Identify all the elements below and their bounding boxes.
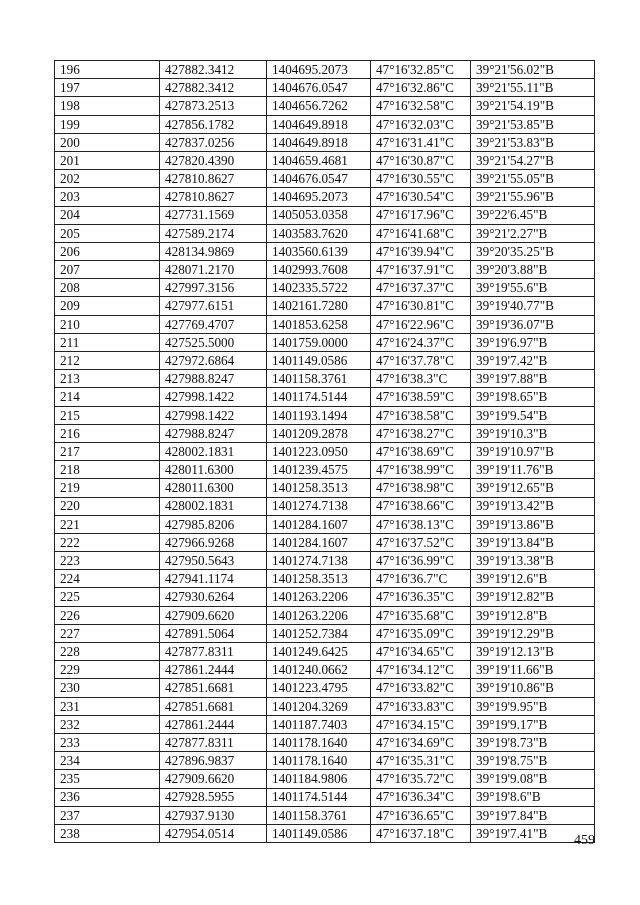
latitude-cell: 47°16'35.72"С xyxy=(371,770,471,788)
table-row xyxy=(55,261,595,279)
point-number-cell: 210 xyxy=(55,315,160,333)
table-row xyxy=(55,224,595,242)
longitude-cell: 39°19'13.86"В xyxy=(471,515,595,533)
point-number-cell: 228 xyxy=(55,643,160,661)
point-number-cell: 216 xyxy=(55,424,160,442)
latitude-cell: 47°16'30.55"С xyxy=(371,170,471,188)
table-row xyxy=(55,533,595,551)
x-coordinate-cell: 427882.3412 xyxy=(160,79,267,97)
table-row xyxy=(55,370,595,388)
x-coordinate-cell: 428134.9869 xyxy=(160,242,267,260)
latitude-cell: 47°16'38.66"С xyxy=(371,497,471,515)
latitude-cell: 47°16'34.65"С xyxy=(371,643,471,661)
longitude-cell: 39°19'12.6"В xyxy=(471,570,595,588)
latitude-cell: 47°16'35.31"С xyxy=(371,752,471,770)
page-number: 459 xyxy=(574,833,595,848)
y-coordinate-cell: 1401178.1640 xyxy=(267,752,371,770)
longitude-cell: 39°19'11.66"В xyxy=(471,661,595,679)
point-number-cell: 229 xyxy=(55,661,160,679)
longitude-cell: 39°19'11.76"В xyxy=(471,461,595,479)
table-row xyxy=(55,461,595,479)
point-number-cell: 200 xyxy=(55,133,160,151)
longitude-cell: 39°21'53.83"В xyxy=(471,133,595,151)
y-coordinate-cell: 1401274.7138 xyxy=(267,497,371,515)
x-coordinate-cell: 427941.1174 xyxy=(160,570,267,588)
y-coordinate-cell: 1401204.3269 xyxy=(267,697,371,715)
x-coordinate-cell: 427810.8627 xyxy=(160,170,267,188)
x-coordinate-cell: 427997.3156 xyxy=(160,279,267,297)
y-coordinate-cell: 1401258.3513 xyxy=(267,479,371,497)
point-number-cell: 236 xyxy=(55,788,160,806)
point-number-cell: 225 xyxy=(55,588,160,606)
point-number-cell: 230 xyxy=(55,679,160,697)
y-coordinate-cell: 1401284.1607 xyxy=(267,515,371,533)
latitude-cell: 47°16'36.99"С xyxy=(371,552,471,570)
x-coordinate-cell: 427985.8206 xyxy=(160,515,267,533)
table-row xyxy=(55,352,595,370)
table-row xyxy=(55,188,595,206)
table-row xyxy=(55,770,595,788)
table-row xyxy=(55,497,595,515)
y-coordinate-cell: 1404656.7262 xyxy=(267,97,371,115)
longitude-cell: 39°19'7.41"В xyxy=(471,824,595,842)
latitude-cell: 47°16'36.7"С xyxy=(371,570,471,588)
table-row xyxy=(55,61,595,79)
x-coordinate-cell: 427988.8247 xyxy=(160,424,267,442)
y-coordinate-cell: 1404649.8918 xyxy=(267,133,371,151)
y-coordinate-cell: 1404695.2073 xyxy=(267,188,371,206)
y-coordinate-cell: 1403560.6139 xyxy=(267,242,371,260)
point-number-cell: 222 xyxy=(55,533,160,551)
x-coordinate-cell: 428011.6300 xyxy=(160,479,267,497)
table-row xyxy=(55,442,595,460)
table-row xyxy=(55,606,595,624)
latitude-cell: 47°16'38.27"С xyxy=(371,424,471,442)
latitude-cell: 47°16'33.83"С xyxy=(371,697,471,715)
longitude-cell: 39°19'8.65"В xyxy=(471,388,595,406)
y-coordinate-cell: 1401223.4795 xyxy=(267,679,371,697)
table-row xyxy=(55,151,595,169)
longitude-cell: 39°19'8.75"В xyxy=(471,752,595,770)
longitude-cell: 39°21'2.27"В xyxy=(471,224,595,242)
latitude-cell: 47°16'39.94"С xyxy=(371,242,471,260)
x-coordinate-cell: 427891.5064 xyxy=(160,624,267,642)
table-row xyxy=(55,752,595,770)
latitude-cell: 47°16'38.3"С xyxy=(371,370,471,388)
y-coordinate-cell: 1404676.0547 xyxy=(267,79,371,97)
latitude-cell: 47°16'36.35"С xyxy=(371,588,471,606)
longitude-cell: 39°19'12.29"В xyxy=(471,624,595,642)
longitude-cell: 39°19'7.84"В xyxy=(471,806,595,824)
point-number-cell: 203 xyxy=(55,188,160,206)
x-coordinate-cell: 428071.2170 xyxy=(160,261,267,279)
y-coordinate-cell: 1401149.0586 xyxy=(267,352,371,370)
latitude-cell: 47°16'33.82"С xyxy=(371,679,471,697)
y-coordinate-cell: 1401853.6258 xyxy=(267,315,371,333)
y-coordinate-cell: 1401174.5144 xyxy=(267,388,371,406)
y-coordinate-cell: 1401174.5144 xyxy=(267,788,371,806)
longitude-cell: 39°19'10.97"В xyxy=(471,442,595,460)
longitude-cell: 39°19'12.82"В xyxy=(471,588,595,606)
x-coordinate-cell: 427837.0256 xyxy=(160,133,267,151)
x-coordinate-cell: 427873.2513 xyxy=(160,97,267,115)
table-row xyxy=(55,424,595,442)
x-coordinate-cell: 427972.6864 xyxy=(160,352,267,370)
x-coordinate-cell: 427851.6681 xyxy=(160,679,267,697)
latitude-cell: 47°16'22.96"С xyxy=(371,315,471,333)
table-row xyxy=(55,388,595,406)
y-coordinate-cell: 1401223.0950 xyxy=(267,442,371,460)
x-coordinate-cell: 427954.0514 xyxy=(160,824,267,842)
y-coordinate-cell: 1404695.2073 xyxy=(267,61,371,79)
longitude-cell: 39°19'7.42"В xyxy=(471,352,595,370)
latitude-cell: 47°16'34.12"С xyxy=(371,661,471,679)
y-coordinate-cell: 1401258.3513 xyxy=(267,570,371,588)
point-number-cell: 204 xyxy=(55,206,160,224)
longitude-cell: 39°19'7.88"В xyxy=(471,370,595,388)
x-coordinate-cell: 427877.8311 xyxy=(160,733,267,751)
point-number-cell: 217 xyxy=(55,442,160,460)
longitude-cell: 39°20'35.25"В xyxy=(471,242,595,260)
latitude-cell: 47°16'37.18"С xyxy=(371,824,471,842)
x-coordinate-cell: 427861.2444 xyxy=(160,661,267,679)
longitude-cell: 39°21'53.85"В xyxy=(471,115,595,133)
y-coordinate-cell: 1401178.1640 xyxy=(267,733,371,751)
latitude-cell: 47°16'35.09"С xyxy=(371,624,471,642)
y-coordinate-cell: 1404649.8918 xyxy=(267,115,371,133)
table-row xyxy=(55,115,595,133)
latitude-cell: 47°16'37.37"С xyxy=(371,279,471,297)
table-row xyxy=(55,242,595,260)
longitude-cell: 39°19'36.07"В xyxy=(471,315,595,333)
table-row xyxy=(55,79,595,97)
x-coordinate-cell: 427589.2174 xyxy=(160,224,267,242)
table-row xyxy=(55,679,595,697)
x-coordinate-cell: 427882.3412 xyxy=(160,61,267,79)
x-coordinate-cell: 427930.6264 xyxy=(160,588,267,606)
x-coordinate-cell: 427820.4390 xyxy=(160,151,267,169)
latitude-cell: 47°16'32.86"С xyxy=(371,79,471,97)
longitude-cell: 39°19'8.6"В xyxy=(471,788,595,806)
y-coordinate-cell: 1401187.7403 xyxy=(267,715,371,733)
table-row xyxy=(55,588,595,606)
x-coordinate-cell: 427977.6151 xyxy=(160,297,267,315)
x-coordinate-cell: 427928.5955 xyxy=(160,788,267,806)
point-number-cell: 223 xyxy=(55,552,160,570)
table-row xyxy=(55,806,595,824)
x-coordinate-cell: 427909.6620 xyxy=(160,606,267,624)
longitude-cell: 39°19'10.3"В xyxy=(471,424,595,442)
point-number-cell: 232 xyxy=(55,715,160,733)
x-coordinate-cell: 427937.9130 xyxy=(160,806,267,824)
longitude-cell: 39°21'56.02"В xyxy=(471,61,595,79)
table-row xyxy=(55,97,595,115)
latitude-cell: 47°16'38.59"С xyxy=(371,388,471,406)
point-number-cell: 231 xyxy=(55,697,160,715)
latitude-cell: 47°16'37.78"С xyxy=(371,352,471,370)
latitude-cell: 47°16'37.52"С xyxy=(371,533,471,551)
latitude-cell: 47°16'38.99"С xyxy=(371,461,471,479)
point-number-cell: 235 xyxy=(55,770,160,788)
longitude-cell: 39°22'6.45"В xyxy=(471,206,595,224)
point-number-cell: 197 xyxy=(55,79,160,97)
point-number-cell: 221 xyxy=(55,515,160,533)
longitude-cell: 39°19'13.38"В xyxy=(471,552,595,570)
longitude-cell: 39°19'13.42"В xyxy=(471,497,595,515)
latitude-cell: 47°16'30.54"С xyxy=(371,188,471,206)
longitude-cell: 39°19'9.54"В xyxy=(471,406,595,424)
latitude-cell: 47°16'38.69"С xyxy=(371,442,471,460)
y-coordinate-cell: 1404659.4681 xyxy=(267,151,371,169)
point-number-cell: 220 xyxy=(55,497,160,515)
longitude-cell: 39°19'8.73"В xyxy=(471,733,595,751)
x-coordinate-cell: 427988.8247 xyxy=(160,370,267,388)
latitude-cell: 47°16'36.65"С xyxy=(371,806,471,824)
point-number-cell: 202 xyxy=(55,170,160,188)
point-number-cell: 214 xyxy=(55,388,160,406)
longitude-cell: 39°19'9.95"В xyxy=(471,697,595,715)
y-coordinate-cell: 1401263.2206 xyxy=(267,588,371,606)
table-row xyxy=(55,715,595,733)
coordinates-table-body xyxy=(55,61,595,843)
longitude-cell: 39°21'54.27"В xyxy=(471,151,595,169)
x-coordinate-cell: 427769.4707 xyxy=(160,315,267,333)
longitude-cell: 39°19'6.97"В xyxy=(471,333,595,351)
table-row xyxy=(55,479,595,497)
table-row xyxy=(55,661,595,679)
x-coordinate-cell: 427896.9837 xyxy=(160,752,267,770)
point-number-cell: 215 xyxy=(55,406,160,424)
x-coordinate-cell: 427525.5000 xyxy=(160,333,267,351)
y-coordinate-cell: 1401193.1494 xyxy=(267,406,371,424)
y-coordinate-cell: 1402335.5722 xyxy=(267,279,371,297)
table-row xyxy=(55,733,595,751)
latitude-cell: 47°16'30.87"С xyxy=(371,151,471,169)
x-coordinate-cell: 427909.6620 xyxy=(160,770,267,788)
point-number-cell: 237 xyxy=(55,806,160,824)
x-coordinate-cell: 427966.9268 xyxy=(160,533,267,551)
longitude-cell: 39°19'12.65"В xyxy=(471,479,595,497)
x-coordinate-cell: 427851.6681 xyxy=(160,697,267,715)
y-coordinate-cell: 1401158.3761 xyxy=(267,370,371,388)
longitude-cell: 39°19'9.17"В xyxy=(471,715,595,733)
y-coordinate-cell: 1401274.7138 xyxy=(267,552,371,570)
y-coordinate-cell: 1402161.7280 xyxy=(267,297,371,315)
x-coordinate-cell: 428011.6300 xyxy=(160,461,267,479)
point-number-cell: 234 xyxy=(55,752,160,770)
longitude-cell: 39°21'55.96"В xyxy=(471,188,595,206)
longitude-cell: 39°19'12.13"В xyxy=(471,643,595,661)
table-row xyxy=(55,624,595,642)
point-number-cell: 218 xyxy=(55,461,160,479)
table-row xyxy=(55,406,595,424)
latitude-cell: 47°16'17.96"С xyxy=(371,206,471,224)
latitude-cell: 47°16'37.91"С xyxy=(371,261,471,279)
y-coordinate-cell: 1401184.9806 xyxy=(267,770,371,788)
table-row xyxy=(55,552,595,570)
longitude-cell: 39°21'55.05"В xyxy=(471,170,595,188)
latitude-cell: 47°16'31.41"С xyxy=(371,133,471,151)
longitude-cell: 39°19'9.08"В xyxy=(471,770,595,788)
table-row xyxy=(55,170,595,188)
table-row xyxy=(55,824,595,842)
x-coordinate-cell: 427950.5643 xyxy=(160,552,267,570)
y-coordinate-cell: 1401209.2878 xyxy=(267,424,371,442)
table-row xyxy=(55,333,595,351)
longitude-cell: 39°19'12.8"В xyxy=(471,606,595,624)
y-coordinate-cell: 1401284.1607 xyxy=(267,533,371,551)
table-row xyxy=(55,697,595,715)
y-coordinate-cell: 1401263.2206 xyxy=(267,606,371,624)
y-coordinate-cell: 1401239.4575 xyxy=(267,461,371,479)
x-coordinate-cell: 428002.1831 xyxy=(160,497,267,515)
x-coordinate-cell: 427856.1782 xyxy=(160,115,267,133)
x-coordinate-cell: 427810.8627 xyxy=(160,188,267,206)
point-number-cell: 209 xyxy=(55,297,160,315)
point-number-cell: 219 xyxy=(55,479,160,497)
table-row xyxy=(55,570,595,588)
table-row xyxy=(55,206,595,224)
latitude-cell: 47°16'34.15"С xyxy=(371,715,471,733)
x-coordinate-cell: 427861.2444 xyxy=(160,715,267,733)
point-number-cell: 196 xyxy=(55,61,160,79)
table-row xyxy=(55,297,595,315)
table-row xyxy=(55,279,595,297)
table-row xyxy=(55,315,595,333)
latitude-cell: 47°16'32.03"С xyxy=(371,115,471,133)
table-row xyxy=(55,133,595,151)
y-coordinate-cell: 1401249.6425 xyxy=(267,643,371,661)
latitude-cell: 47°16'32.85"С xyxy=(371,61,471,79)
latitude-cell: 47°16'38.58"С xyxy=(371,406,471,424)
point-number-cell: 227 xyxy=(55,624,160,642)
point-number-cell: 205 xyxy=(55,224,160,242)
longitude-cell: 39°21'55.11"В xyxy=(471,79,595,97)
longitude-cell: 39°19'10.86"В xyxy=(471,679,595,697)
latitude-cell: 47°16'36.34"С xyxy=(371,788,471,806)
point-number-cell: 201 xyxy=(55,151,160,169)
x-coordinate-cell: 427731.1569 xyxy=(160,206,267,224)
x-coordinate-cell: 427998.1422 xyxy=(160,388,267,406)
point-number-cell: 213 xyxy=(55,370,160,388)
y-coordinate-cell: 1401149.0586 xyxy=(267,824,371,842)
y-coordinate-cell: 1404676.0547 xyxy=(267,170,371,188)
point-number-cell: 211 xyxy=(55,333,160,351)
y-coordinate-cell: 1401759.0000 xyxy=(267,333,371,351)
coordinates-table xyxy=(54,60,595,843)
point-number-cell: 226 xyxy=(55,606,160,624)
y-coordinate-cell: 1401252.7384 xyxy=(267,624,371,642)
x-coordinate-cell: 427998.1422 xyxy=(160,406,267,424)
x-coordinate-cell: 428002.1831 xyxy=(160,442,267,460)
y-coordinate-cell: 1401158.3761 xyxy=(267,806,371,824)
point-number-cell: 238 xyxy=(55,824,160,842)
point-number-cell: 208 xyxy=(55,279,160,297)
latitude-cell: 47°16'38.13"С xyxy=(371,515,471,533)
point-number-cell: 199 xyxy=(55,115,160,133)
point-number-cell: 212 xyxy=(55,352,160,370)
longitude-cell: 39°20'3.88"В xyxy=(471,261,595,279)
table-row xyxy=(55,788,595,806)
y-coordinate-cell: 1401240.0662 xyxy=(267,661,371,679)
latitude-cell: 47°16'38.98"С xyxy=(371,479,471,497)
latitude-cell: 47°16'35.68"С xyxy=(371,606,471,624)
table-row xyxy=(55,515,595,533)
latitude-cell: 47°16'34.69"С xyxy=(371,733,471,751)
point-number-cell: 206 xyxy=(55,242,160,260)
x-coordinate-cell: 427877.8311 xyxy=(160,643,267,661)
longitude-cell: 39°19'13.84"В xyxy=(471,533,595,551)
latitude-cell: 47°16'32.58"С xyxy=(371,97,471,115)
latitude-cell: 47°16'24.37"С xyxy=(371,333,471,351)
table-row xyxy=(55,643,595,661)
point-number-cell: 207 xyxy=(55,261,160,279)
point-number-cell: 198 xyxy=(55,97,160,115)
longitude-cell: 39°19'55.6"В xyxy=(471,279,595,297)
longitude-cell: 39°21'54.19"В xyxy=(471,97,595,115)
point-number-cell: 224 xyxy=(55,570,160,588)
point-number-cell: 233 xyxy=(55,733,160,751)
latitude-cell: 47°16'41.68"С xyxy=(371,224,471,242)
y-coordinate-cell: 1405053.0358 xyxy=(267,206,371,224)
longitude-cell: 39°19'40.77"В xyxy=(471,297,595,315)
y-coordinate-cell: 1402993.7608 xyxy=(267,261,371,279)
y-coordinate-cell: 1403583.7620 xyxy=(267,224,371,242)
latitude-cell: 47°16'30.81"С xyxy=(371,297,471,315)
